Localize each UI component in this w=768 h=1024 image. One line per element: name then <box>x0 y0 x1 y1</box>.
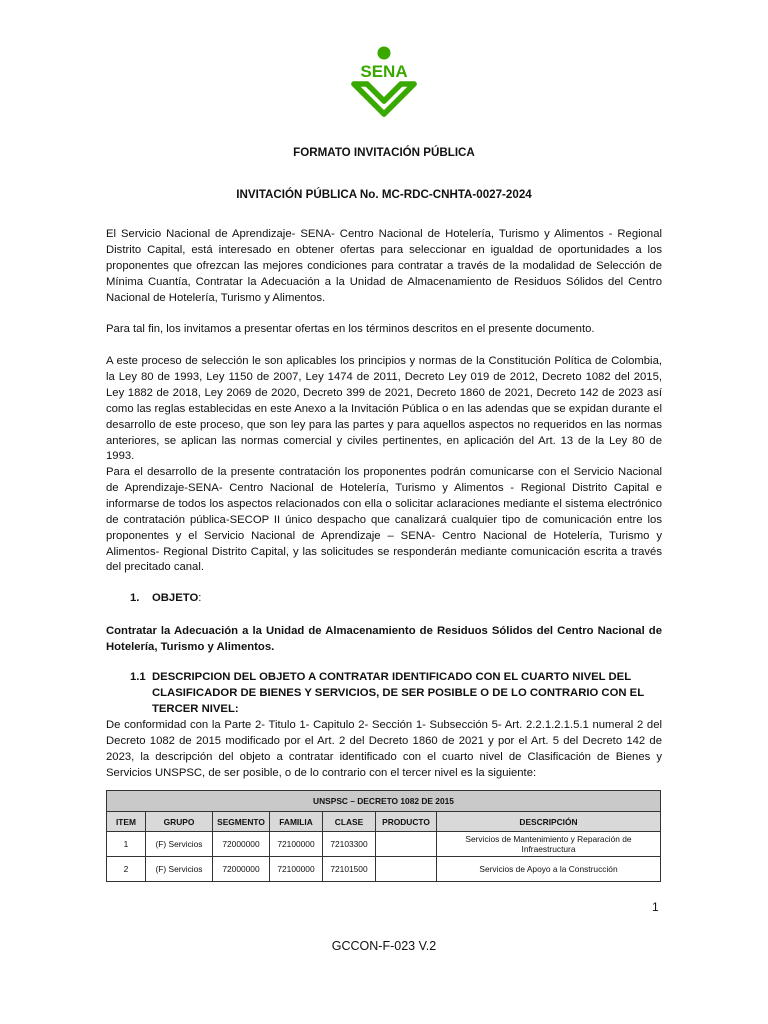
cell-descripcion: Servicios de Apoyo a la Construcción <box>437 857 661 882</box>
paragraph-legal-framework: A este proceso de selección le son aplicables los principios y normas de la Constitución Política de Colombia, la Ley 80 de 1993, Ley 1150 de 2007, Ley 1474 de 2011, Decreto Ley 019 de 2012, Decreto 1082 del 2015, Ley 1882 de 2018, Ley 2069 de 2020, Decreto 399 de 2021, Decreto 1860 de 2021, Decreto 142 de 2023 así como las reglas establecidas en este Anexo a la Invitación Pública o en las adendas que se expidan durante el desarrollo de este proceso, que son ley para las partes y para aquellos aspectos no requeridos en las normas anteriores, se aplican las normas comercial y civiles pertinentes, en aplicación del Art. 13 de la Ley 80 de 1993. <box>106 355 662 463</box>
table-row <box>107 857 661 882</box>
section-1-colon: : <box>198 592 202 604</box>
section-1-title: OBJETO <box>151 592 199 604</box>
section-1-1-title: DESCRIPCION DEL OBJETO A CONTRATAR IDENTIFICADO CON EL CUARTO NIVEL DEL CLASIFICADOR DE BIENES Y SERVICIOS, DE SER POSIBLE O DE LO CONTRARIO CON EL TERCER NIVEL: <box>152 671 644 715</box>
cell-clase: 72103300 <box>323 832 376 857</box>
logo-text: SENA <box>360 62 408 81</box>
paragraph-invite: Para tal fin, los invitamos a presentar ofertas en los términos descritos en el presente documento. <box>106 323 595 335</box>
cell-segmento: 72000000 <box>213 857 270 882</box>
document-title: FORMATO INVITACIÓN PÚBLICA <box>293 146 475 159</box>
cell-grupo: (F) Servicios <box>146 857 213 882</box>
col-header-producto: PRODUCTO <box>376 812 437 832</box>
col-header-familia: FAMILIA <box>270 812 323 832</box>
table-row <box>107 832 661 857</box>
cell-familia: 72100000 <box>270 857 323 882</box>
page-number: 1 <box>652 900 659 914</box>
cell-familia: 72100000 <box>270 832 323 857</box>
unspsc-table <box>106 790 661 882</box>
cell-descripcion: Servicios de Mantenimiento y Reparación de Infraestructura <box>437 832 661 857</box>
col-header-item: ITEM <box>107 812 146 832</box>
object-text: Contratar la Adecuación a la Unidad de Almacenamiento de Residuos Sólidos del Centro Nacional de Hotelería, Turismo y Alimentos. <box>106 625 662 653</box>
col-header-descripcion: DESCRIPCIÓN <box>437 812 661 832</box>
cell-item: 2 <box>107 857 146 882</box>
cell-grupo: (F) Servicios <box>146 832 213 857</box>
paragraph-communication: Para el desarrollo de la presente contratación los proponentes podrán comunicarse con el Servicio Nacional de Aprendizaje-SENA- Centro Nacional de Hotelería, Turismo y Alimentos - Regional Distrito Capital e informarse de todos los aspectos relacionados con ella o solicitar aclaraciones mediante el sistema electrónico de contratación pública-SECOP II único despacho que canalizará cualquier tipo de comunicación entre los proponentes y el Servicio Nacional de Aprendizaje – SENA- Centro Nacional de Hotelería, Turismo y Alimentos- Regional Distrito Capital, y las solicitudes se responderán mediante comunicación escrita a través del precitado canal. <box>106 466 662 574</box>
section-1-1-number: 1.1 <box>130 671 146 683</box>
section-1-number: 1. <box>130 592 140 604</box>
section-1-1-body: De conformidad con la Parte 2- Titulo 1- Capitulo 2- Sección 1- Subsección 5- Art. 2.2.1.2.1.5.1 numeral 2 del Decreto 1082 de 2015 modificado por el Art. 2 del Decreto 1860 de 2021 y por el Art. 5 del Decreto 142 de 2023, la descripción del objeto a contratar identificado con el cuarto nivel de Clasificación de Bienes y Servicios UNSPSC, de ser posible, o de lo contrario con el tercer nivel es la siguiente: <box>106 719 662 779</box>
cell-item: 1 <box>107 832 146 857</box>
col-header-clase: CLASE <box>323 812 376 832</box>
section-1-heading <box>130 592 201 604</box>
cell-segmento: 72000000 <box>213 832 270 857</box>
table-caption: UNSPSC – DECRETO 1082 DE 2015 <box>107 791 661 812</box>
cell-producto <box>376 857 437 882</box>
col-header-grupo: GRUPO <box>146 812 213 832</box>
col-header-segmento: SEGMENTO <box>213 812 270 832</box>
cell-clase: 72101500 <box>323 857 376 882</box>
footer-code: GCCON-F-023 V.2 <box>331 939 437 953</box>
paragraph-intro: El Servicio Nacional de Aprendizaje- SENA- Centro Nacional de Hotelería, Turismo y Alimentos - Regional Distrito Capital, está interesado en obtener ofertas para seleccionar en igualdad de oportunidades a los proponentes que ofrezcan las mejores condiciones para contratar a través de la modalidad de Selección de Mínima Cuantía, Contratar la Adecuación a la Unidad de Almacenamiento de Residuos Sólidos del Centro Nacional de Hotelería, Turismo y Alimentos. <box>106 228 662 304</box>
cell-producto <box>376 832 437 857</box>
sena-logo <box>349 46 419 118</box>
section-1-1-heading <box>130 670 662 718</box>
invitation-number: INVITACIÓN PÚBLICA No. MC-RDC-CNHTA-0027-2024 <box>236 188 532 201</box>
